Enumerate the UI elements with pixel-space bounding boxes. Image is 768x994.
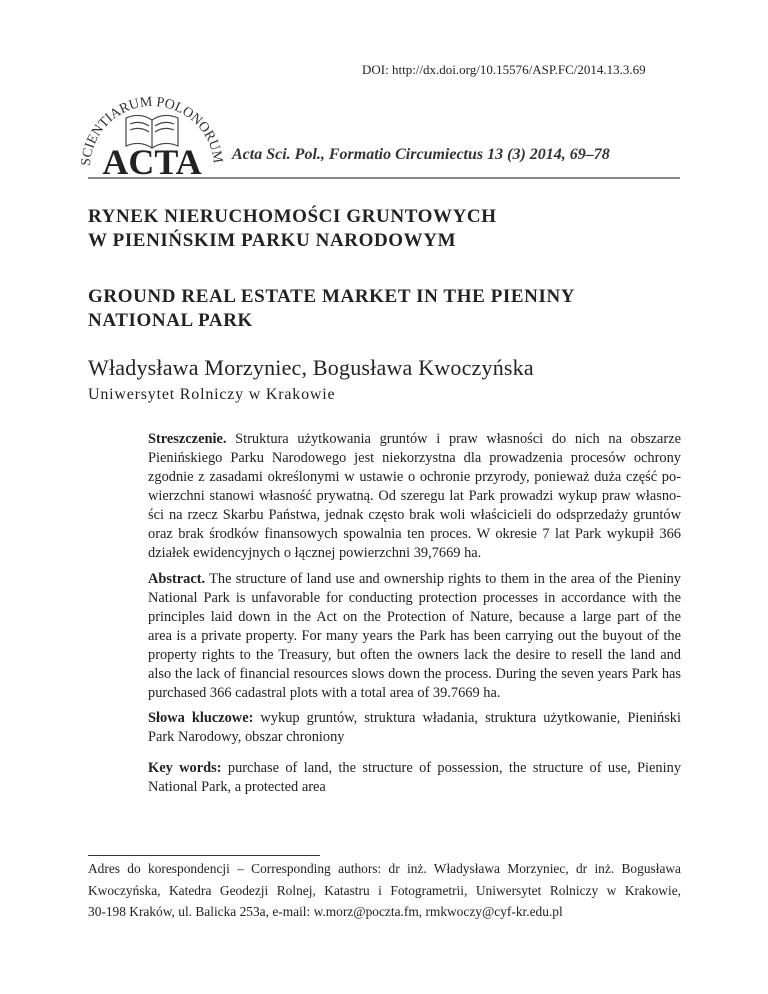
section-label: Słowa kluczowe: <box>148 710 254 726</box>
slowa-kluczowe <box>148 709 681 747</box>
title-polish <box>88 205 497 253</box>
line-text: wykup gruntów, struktura władania, struktura użytkowanie, Pieniński <box>253 710 681 726</box>
para-line <box>148 430 681 449</box>
para-line: oraz brak środków finansowych spowalnia ten proces. W okresie 7 lat Park wykupił 366 <box>148 526 681 542</box>
title-english <box>88 285 575 333</box>
doi[interactable]: DOI: http://dx.doi.org/10.15576/ASP.FC/2014.13.3.69 <box>362 62 646 77</box>
para-line: wierzchni stanowi własność prywatną. Od szeregu lat Park prowadzi wykup praw własno- <box>148 488 681 504</box>
para-line <box>148 759 681 778</box>
para-line: National Park, a protected area <box>148 779 326 795</box>
title-line: RYNEK NIERUCHOMOŚCI GRUNTOWYCH <box>88 206 497 227</box>
para-line <box>148 570 681 589</box>
affiliation: Uniwersytet Rolniczy w Krakowie <box>88 386 336 403</box>
authors: Władysława Morzyniec, Bogusława Kwoczyńska <box>88 355 534 380</box>
para-line: also the lack of financial resources slows down the process. During the seven years Park has <box>148 666 681 682</box>
section-label: Abstract. <box>148 571 206 587</box>
line-text: Struktura użytkowania gruntów i praw własności do nich na obszarze <box>226 431 681 447</box>
svg-text:SCIENTIARUM POLONORUM: SCIENTIARUM POLONORUM <box>78 94 225 167</box>
footnote-line: Kwoczyńska, Katedra Geodezji Rolnej, Katastru i Fotogrametrii, Uniwersytet Rolniczy w Krakowie, <box>88 882 681 898</box>
footnote-line: Adres do korespondencji – Corresponding authors: dr inż. Władysława Morzyniec, dr inż. Bogusława <box>88 861 681 876</box>
para-line: Park Narodowy, obszar chroniony <box>148 729 345 745</box>
para-line: Pienińskiego Parku Narodowego jest niekorzystna dla prowadzenia procesów ochrony <box>148 450 681 466</box>
footnote-rule <box>88 855 320 856</box>
streszczenie-paragraph <box>148 430 681 563</box>
svg-text:ACTA: ACTA <box>102 142 202 176</box>
para-line <box>148 709 681 728</box>
key-words <box>148 759 681 797</box>
line-text: The structure of land use and ownership rights to them in the area of the Pieniny <box>205 571 681 587</box>
title-line: W PIENIŃSKIM PARKU NARODOWYM <box>88 230 457 251</box>
line-text: purchase of land, the structure of possession, the structure of use, Pieniny <box>221 760 682 776</box>
para-line: property rights to the Treasury, but often the owners lack the desire to resell the land and <box>148 647 681 663</box>
abstract-paragraph <box>148 570 681 703</box>
para-line: zgodnie z zasadami określonymi w ustawie o ochronie przyrody, ponieważ duża część po- <box>148 469 681 485</box>
correspondence-footnote <box>88 858 681 923</box>
para-line: działek ewidencyjnych o łącznej powierzchni 39,7669 ha. <box>148 545 482 561</box>
para-line: ści na rzecz Skarbu Państwa, jednak często brak woli właścicieli do odsprzedaży gruntów <box>148 507 681 523</box>
journal-citation: Acta Sci. Pol., Formatio Circumiectus 13 (3) 2014, 69–78 <box>232 146 610 163</box>
para-line: purchased 366 cadastral plots with a total area of 39.7669 ha. <box>148 685 501 701</box>
title-line: NATIONAL PARK <box>88 310 253 331</box>
para-line: area is a private property. For many years the Park has been carrying out the buyout of the <box>148 628 681 644</box>
title-line: GROUND REAL ESTATE MARKET IN THE PIENINY <box>88 286 576 307</box>
header-rule <box>88 177 680 179</box>
section-label: Streszczenie. <box>148 431 227 447</box>
acta-logo <box>78 80 228 176</box>
footnote-line: 30-198 Kraków, ul. Balicka 253a, e-mail: w.morz@poczta.fm, rmkwoczy@cyf-kr.edu.pl <box>88 904 563 919</box>
section-label: Key words: <box>148 760 222 776</box>
para-line: National Park is unfavorable for conducting protection processes in accordance with the <box>148 590 681 606</box>
para-line: principles laid down in the Act on the Protection of Nature, because a large part of the <box>148 609 681 625</box>
